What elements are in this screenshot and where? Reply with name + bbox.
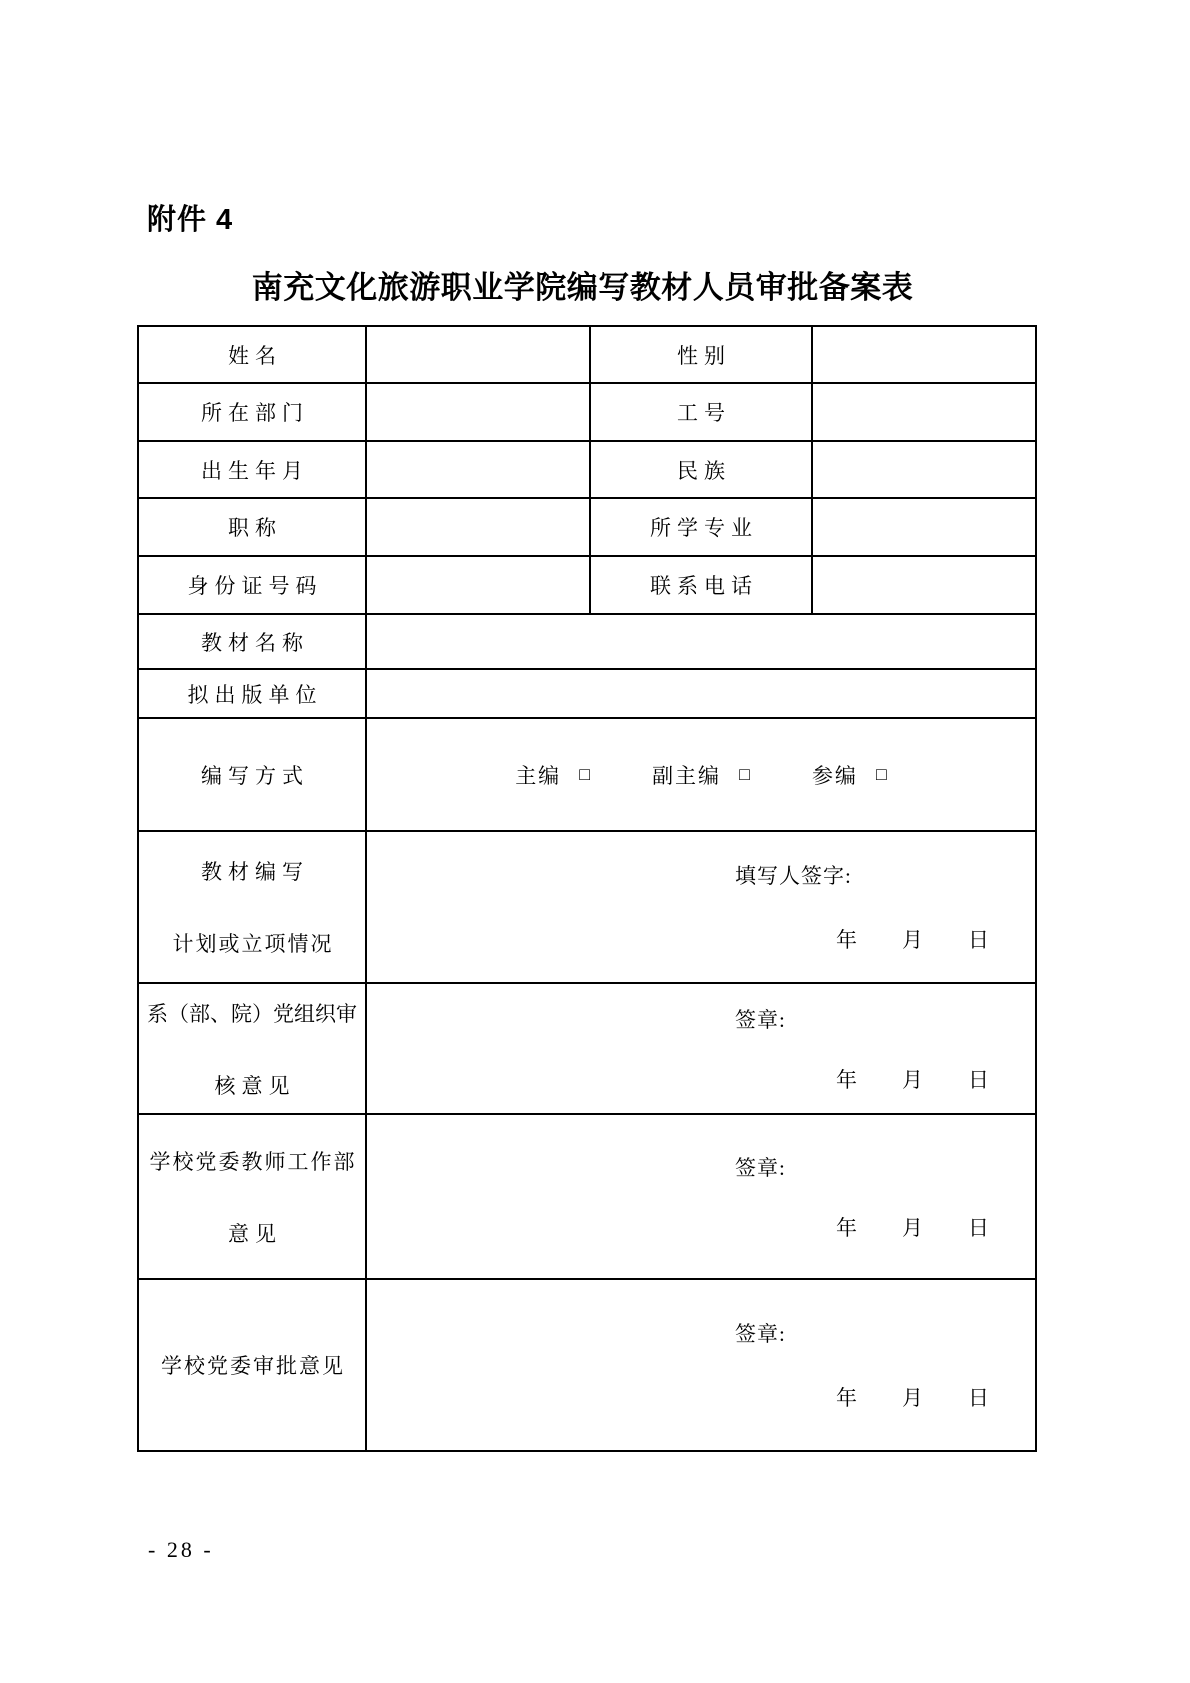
field-value-gender [812,326,1036,383]
field-value-publisher [366,669,1036,718]
table-row-department-id [138,383,1036,441]
checkbox-icon: □ [875,764,887,784]
date-year-label: 年 [836,928,857,952]
approval-form-table [137,325,1037,1452]
field-label-department: 所在部门 [138,383,366,441]
writing-plan-label-line1: 教材编写 [201,860,309,884]
field-value-birthdate [366,441,590,498]
date-line [367,924,1035,954]
date-month-label: 月 [902,1386,923,1410]
date-day-label: 日 [968,1067,989,1092]
date-line [367,1064,1035,1094]
date-line [367,1212,1035,1242]
writing-method-options-cell [366,718,1036,831]
table-row-dept-party-review [138,983,1036,1114]
party-committee-approval-content-cell [366,1279,1036,1451]
option-deputy-editor [652,760,750,790]
writing-method-options [367,760,1035,790]
table-row-publisher [138,669,1036,718]
field-label-ethnicity: 民族 [590,441,812,498]
dept-party-review-label-line1: 系（部、院）党组织审 [147,1001,357,1026]
field-value-major [812,498,1036,556]
field-label-professional-title: 职称 [138,498,366,556]
dept-party-review-signature-block [367,1004,1035,1094]
field-label-major: 所学专业 [590,498,812,556]
teacher-work-dept-label-line1: 学校党委教师工作部 [149,1149,357,1174]
teacher-work-dept-content-cell [366,1114,1036,1279]
table-row-textbook-name [138,614,1036,669]
writing-plan-signature-block [367,860,1035,954]
page-number: - 28 - [148,1537,214,1562]
field-value-id-number [366,556,590,614]
date-month-label: 月 [902,1215,923,1240]
field-label-writing-method: 编写方式 [138,718,366,831]
field-value-employee-id [812,383,1036,441]
field-value-department [366,383,590,441]
seal-label: 签章: [735,1007,786,1032]
checkbox-icon: □ [579,764,591,784]
field-label-writing-plan [138,831,366,983]
field-value-name [366,326,590,383]
field-label-gender: 性别 [590,326,812,383]
party-committee-approval-label-lines [139,1350,365,1380]
field-label-teacher-work-dept [138,1114,366,1279]
field-value-professional-title [366,498,590,556]
date-year-label: 年 [836,1215,857,1240]
seal-label: 签章: [735,1155,786,1180]
seal-label: 签章: [735,1322,786,1346]
field-label-id-number: 身份证号码 [138,556,366,614]
writing-plan-content-cell [366,831,1036,983]
party-committee-approval-signature-block [367,1318,1035,1412]
field-label-party-committee-approval [138,1279,366,1451]
date-year-label: 年 [836,1386,857,1410]
date-day-label: 日 [968,928,989,952]
checkbox-icon: □ [739,764,750,784]
table-row-writing-method [138,718,1036,831]
field-label-publisher: 拟出版单位 [138,669,366,718]
option-chief-editor-label: 主编 [515,763,562,788]
date-month-label: 月 [902,1067,923,1092]
date-line [367,1382,1035,1412]
table-row-idcard-phone [138,556,1036,614]
teacher-work-dept-signature-block [367,1152,1035,1242]
dept-party-review-label-line2: 核意见 [214,1073,296,1098]
filler-signature-label: 填写人签字: [735,864,852,888]
attachment-label: 附件 4 [147,204,234,236]
option-participant-editor-label: 参编 [811,763,858,788]
teacher-work-dept-label-line2: 意见 [228,1221,282,1246]
option-chief-editor [515,760,590,790]
writing-plan-label-lines [139,856,365,958]
field-label-dept-party-review [138,983,366,1114]
page-title: 南充文化旅游职业学院编写教材人员审批备案表 [251,270,914,305]
date-year-label: 年 [836,1067,857,1092]
table-row-birth-ethnicity [138,441,1036,498]
field-label-textbook-name: 教材名称 [138,614,366,669]
date-month-label: 月 [902,928,923,952]
field-value-ethnicity [812,441,1036,498]
table-row-party-committee-approval [138,1279,1036,1451]
field-value-phone [812,556,1036,614]
table-row-name-gender [138,326,1036,383]
field-label-phone: 联系电话 [590,556,812,614]
table-row-writing-plan [138,831,1036,983]
field-label-name: 姓名 [138,326,366,383]
table-row-teacher-work-dept [138,1114,1036,1279]
date-day-label: 日 [968,1215,989,1240]
table-row-title-major [138,498,1036,556]
dept-party-review-content-cell [366,983,1036,1114]
field-label-employee-id: 工号 [590,383,812,441]
party-committee-approval-label-line1: 学校党委审批意见 [161,1354,345,1378]
field-value-textbook-name [366,614,1036,669]
writing-plan-label-line2: 计划或立项情况 [172,932,334,956]
option-deputy-editor-label: 副主编 [652,763,722,788]
field-label-birthdate: 出生年月 [138,441,366,498]
option-participant-editor [812,760,887,790]
dept-party-review-label-lines [139,998,365,1100]
date-day-label: 日 [968,1386,989,1410]
teacher-work-dept-label-lines [139,1146,365,1248]
